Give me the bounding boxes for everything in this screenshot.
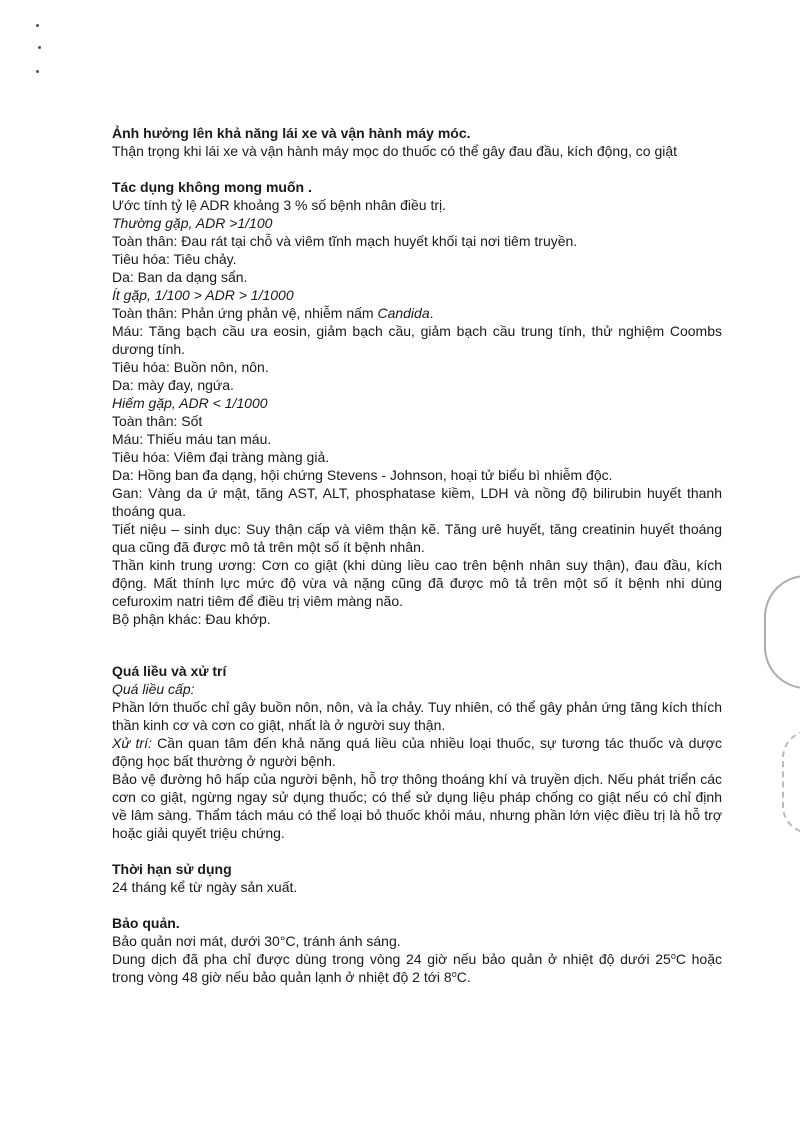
paragraph: Bảo quản nơi mát, dưới 30°C, tránh ánh sáng.: [112, 933, 401, 949]
text-fragment: .: [429, 305, 434, 321]
section-overdose: [112, 662, 722, 842]
paragraph: Phần lớn thuốc chỉ gây buồn nôn, nôn, và ỉa chảy. Tuy nhiên, có thể gây phản ứng tăng kích thích thần kinh cơ và cơn co giật, nhất là ở người suy thận.: [112, 699, 722, 733]
subheading-common: Thường gặp, ADR >1/100: [112, 215, 273, 231]
text-fragment: Cần quan tâm đến khả năng quá liều của nhiều loại thuốc, sự tương tác thuốc và dược động học bất thường ở người bệnh.: [112, 735, 722, 769]
paragraph: Ước tính tỷ lệ ADR khoảng 3 % số bệnh nhân điều trị.: [112, 197, 446, 213]
text-fragment: C.: [456, 969, 471, 985]
list-item: Gan: Vàng da ứ mật, tăng AST, ALT, phosphatase kiềm, LDH và nồng độ bilirubin huyết thanh thoáng qua.: [112, 485, 722, 519]
list-item: Tiêu hóa: Tiêu chảy.: [112, 251, 237, 267]
scan-speck: [38, 46, 41, 49]
stamp-edge-mark: [764, 575, 800, 689]
text-fragment: Toàn thân: Phản ứng phản vệ, nhiễm nấm: [112, 305, 378, 321]
list-item: Da: Ban da dạng sẩn.: [112, 269, 248, 285]
section-shelf-life: [112, 860, 722, 896]
paragraph: [112, 734, 722, 770]
list-item: Tiêu hóa: Buồn nôn, nôn.: [112, 359, 269, 375]
subheading-rare: Hiếm gặp, ADR < 1/1000: [112, 395, 268, 411]
section-heading: Bảo quản.: [112, 915, 180, 931]
list-item: Tiêu hóa: Viêm đại tràng màng giả.: [112, 449, 330, 465]
text-fragment: Xử trí:: [112, 735, 152, 751]
stamp-edge-mark: [782, 730, 800, 834]
section-heading: Ảnh hưởng lên khả năng lái xe và vận hành máy móc.: [112, 125, 471, 141]
list-item: Da: Hồng ban đa dạng, hội chứng Stevens - Johnson, hoại tử biểu bì nhiễm độc.: [112, 467, 613, 483]
paragraph: 24 tháng kể từ ngày sản xuất.: [112, 879, 298, 895]
list-item: Toàn thân: Đau rát tại chỗ và viêm tĩnh mạch huyết khối tại nơi tiêm truyền.: [112, 233, 578, 249]
document-page: [112, 124, 722, 986]
section-heading: Thời hạn sử dụng: [112, 861, 232, 877]
scan-speck: [36, 24, 39, 27]
subheading-acute: Quá liều cấp:: [112, 681, 195, 697]
list-item: Thần kinh trung ương: Cơn co giật (khi dùng liều cao trên bệnh nhân suy thận), đau đầu, kích động. Mất thính lực mức độ vừa và nặng cũng đã được mô tả trên một số ít bệnh nhi dùng cefuroxim natri tiêm để điều trị viêm màng não.: [112, 557, 722, 609]
paragraph: Thận trọng khi lái xe và vận hành máy mọc do thuốc có thể gây đau đầu, kích động, co giật: [112, 143, 678, 159]
list-item: Máu: Thiếu máu tan máu.: [112, 431, 272, 447]
section-driving: [112, 124, 722, 160]
list-item: Toàn thân: Sốt: [112, 413, 203, 429]
list-item: Tiết niệu – sinh dục: Suy thận cấp và viêm thận kẽ. Tăng urê huyết, tăng creatinin huyết thoáng qua cũng đã được mô tả trên một số ít bệnh nhân.: [112, 521, 722, 555]
list-item: Bộ phận khác: Đau khớp.: [112, 611, 271, 627]
text-fragment: Candida: [377, 305, 430, 321]
paragraph: Bảo vệ đường hô hấp của người bệnh, hỗ trợ thông thoáng khí và truyền dịch. Nếu phát triển các cơn co giật, ngừng ngay sử dụng thuốc; có thể sử dụng liệu pháp chống co giật nếu có chỉ định về lâm sàng. Thẩm tách máu có thể loại bỏ thuốc khỏi máu, nhưng phần lớn việc điều trị là hỗ trợ hoặc giải quyết triệu chứng.: [112, 771, 722, 841]
text-fragment: o: [451, 969, 457, 979]
text-fragment: Dung dịch đã pha chỉ được dùng trong vòng 24 giờ nếu bảo quản ở nhiệt độ dưới 25: [112, 951, 671, 967]
scan-speck: [36, 70, 39, 73]
list-item: [112, 304, 722, 322]
text-fragment: C hoặc trong vòng 48 giờ nếu bảo quản lạnh ở nhiệt độ 2 tới 8: [112, 951, 723, 985]
section-storage: [112, 914, 722, 986]
section-heading: Tác dụng không mong muốn .: [112, 179, 312, 195]
subheading-uncommon: Ít gặp, 1/100 > ADR > 1/1000: [112, 287, 294, 303]
section-adverse-effects: [112, 178, 722, 628]
list-item: Da: mày đay, ngứa.: [112, 377, 234, 393]
paragraph: [112, 950, 722, 986]
section-heading: Quá liều và xử trí: [112, 663, 227, 679]
list-item: Máu: Tăng bạch cầu ưa eosin, giảm bạch cầu, giảm bạch cầu trung tính, thử nghiệm Coombs dương tính.: [112, 323, 722, 357]
text-fragment: o: [670, 951, 676, 961]
